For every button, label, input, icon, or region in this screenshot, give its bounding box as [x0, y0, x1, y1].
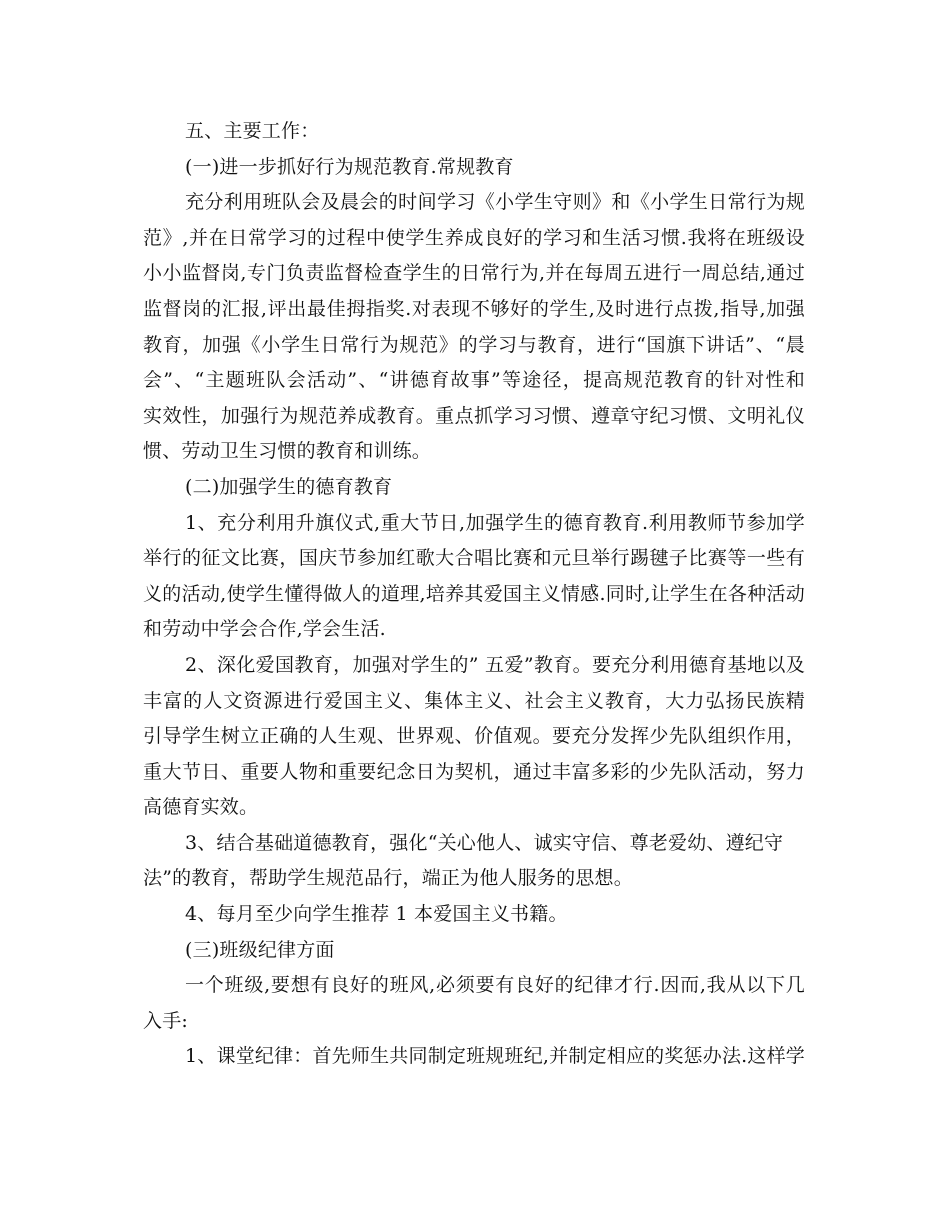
- paragraph-line: 范》,并在日常学习的过程中使学生养成良好的学习和生活习惯.我将在班级设: [143, 226, 805, 249]
- paragraph-line: 会”、“主题班队会活动”、“讲德育故事”等途径，提高规范教育的针对性和: [143, 369, 805, 392]
- paragraph-line: 小小监督岗,专门负责监督检查学生的日常行为,并在每周五进行一周总结,通过: [143, 262, 805, 285]
- paragraph-line: 和劳动中学会合作,学会生活.: [143, 618, 386, 641]
- paragraph-line: 入手:: [143, 1009, 189, 1032]
- subheading-moral-education: (二)加强学生的德育教育: [185, 475, 393, 498]
- section-heading-main-work: 五、主要工作：: [185, 120, 320, 142]
- paragraph-line: 充分利用班队会及晨会的时间学习《小学生守则》和《小学生日常行为规: [185, 191, 805, 214]
- paragraph-line: 丰富的人文资源进行爱国主义、集体主义、社会主义教育，大力弘扬民族精: [143, 689, 805, 712]
- paragraph-line: 义的活动,使学生懂得做人的道理,培养其爱国主义情感.同时,让学生在各种活动: [143, 582, 805, 605]
- subheading-class-discipline: (三)班级纪律方面: [185, 938, 335, 961]
- paragraph-line: 高德育实效。: [143, 796, 259, 819]
- paragraph-line: 4、每月至少向学生推荐 1 本爱国主义书籍。: [185, 903, 568, 926]
- paragraph-line: 2、深化爱国教育，加强对学生的” 五爱”教育。要充分利用德育基地以及: [185, 653, 805, 676]
- document-body: [143, 114, 805, 1075]
- subheading-behavior-norms: (一)进一步抓好行为规范教育.常规教育: [185, 155, 514, 178]
- paragraph-line: 实效性，加强行为规范养成教育。重点抓学习习惯、遵章守纪习惯、文明礼仪: [143, 404, 805, 427]
- paragraph-line: 惯、劳动卫生习惯的教育和训练。: [143, 440, 432, 463]
- paragraph-line: 一个班级,要想有良好的班风,必须要有良好的纪律才行.因而,我从以下几: [185, 974, 805, 997]
- paragraph-line: 监督岗的汇报,评出最佳拇指奖.对表现不够好的学生,及时进行点拨,指导,加强: [143, 297, 805, 320]
- paragraph-line: 1、课堂纪律：首先师生共同制定班规班纪,并制定相应的奖惩办法.这样学: [185, 1045, 805, 1068]
- paragraph-line: 法”的教育，帮助学生规范品行，端正为他人服务的思想。: [143, 867, 633, 890]
- paragraph-line: 举行的征文比赛，国庆节参加红歌大合唱比赛和元旦举行踢毽子比赛等一些有: [143, 547, 805, 570]
- paragraph-line: 重大节日、重要人物和重要纪念日为契机，通过丰富多彩的少先队活动，努力: [143, 760, 805, 783]
- paragraph-line: 3、结合基础道德教育，强化“关心他人、诚实守信、尊老爱幼、遵纪守: [185, 831, 784, 854]
- paragraph-line: 1、充分利用升旗仪式,重大节日,加强学生的德育教育.利用教师节参加学: [185, 511, 805, 534]
- paragraph-line: 教育，加强《小学生日常行为规范》的学习与教育，进行“国旗下讲话”、“晨: [143, 333, 805, 356]
- paragraph-line: 引导学生树立正确的人生观、世界观、价值观。要充分发挥少先队组织作用，: [143, 725, 805, 748]
